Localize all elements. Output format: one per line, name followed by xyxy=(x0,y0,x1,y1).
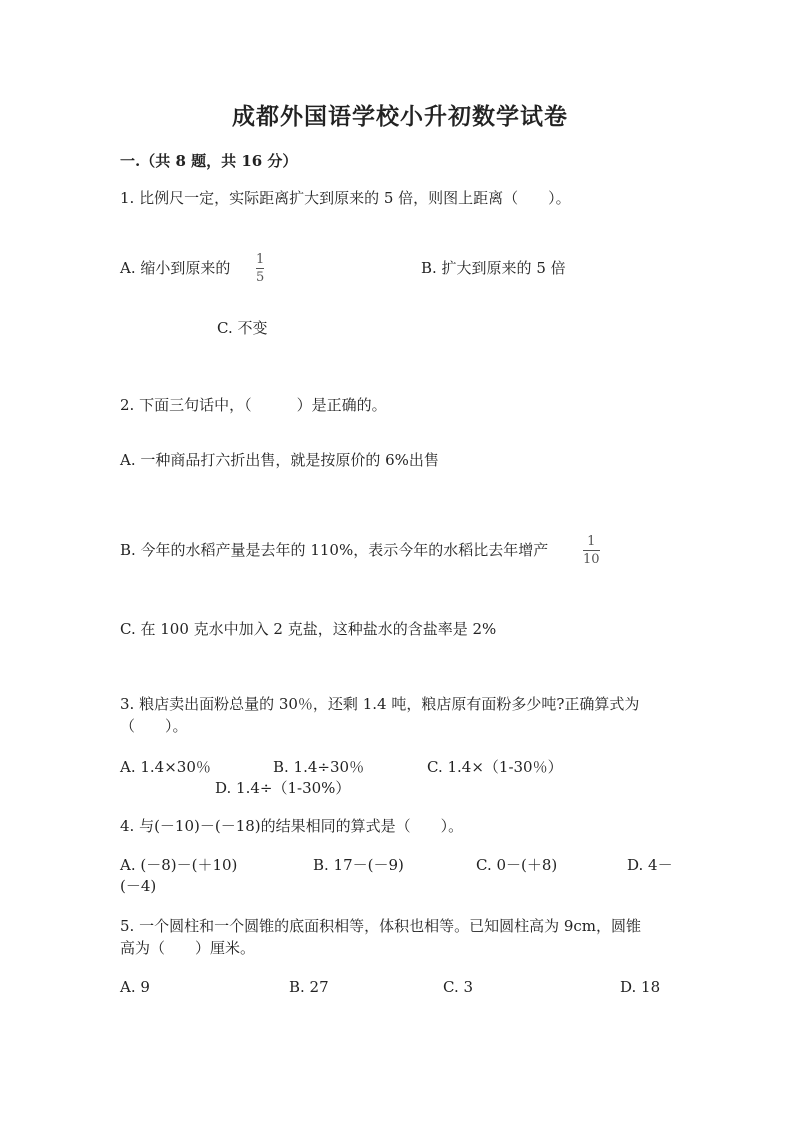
question-1-text: 1. 比例尺一定，实际距离扩大到原来的 5 倍，则图上距离（ ）。 xyxy=(120,189,571,207)
fraction-bar xyxy=(583,550,600,551)
question-4-text: 4. 与(－10)－(－18)的结果相同的算式是（ ）。 xyxy=(120,817,464,835)
question-4-option-d-line-1: D. 4－ xyxy=(627,856,673,874)
section-heading: 一.（共 8 题，共 16 分） xyxy=(120,152,298,170)
question-5-option-b: B. 27 xyxy=(289,978,329,996)
question-1-option-a-fraction xyxy=(256,252,264,285)
question-2-option-c: C. 在 100 克水中加入 2 克盐，这种盐水的含盐率是 2% xyxy=(120,620,497,638)
question-4-option-b: B. 17－(－9) xyxy=(313,856,404,874)
question-5-option-a: A. 9 xyxy=(120,978,150,996)
question-3-text-line-1: 3. 粮店卖出面粉总量的 30％，还剩 1.4 吨，粮店原有面粉多少吨?正确算式为 xyxy=(120,695,640,713)
question-4-option-a: A. (－8)－(＋10) xyxy=(120,856,238,874)
question-2-option-b-fraction xyxy=(583,534,600,567)
fraction-bar xyxy=(256,268,264,269)
fraction-denominator: 5 xyxy=(256,270,265,285)
question-2-option-b: B. 今年的水稻产量是去年的 110%，表示今年的水稻比去年增产 xyxy=(120,541,549,559)
fraction-denominator: 10 xyxy=(583,552,600,567)
question-1-option-a: A. 缩小到原来的 xyxy=(120,259,231,277)
question-3-text-line-2: （ ）。 xyxy=(120,717,188,735)
page-title: 成都外国语学校小升初数学试卷 xyxy=(232,103,568,130)
question-1-option-b: B. 扩大到原来的 5 倍 xyxy=(421,259,566,277)
question-5-option-c: C. 3 xyxy=(443,978,474,996)
question-4-option-d-line-2: (－4) xyxy=(120,877,157,895)
question-2-text: 2. 下面三句话中，（ ）是正确的。 xyxy=(120,396,387,414)
question-2-option-a: A. 一种商品打六折出售，就是按原价的 6%出售 xyxy=(120,451,439,469)
fraction-numerator: 1 xyxy=(587,534,596,549)
question-5-text-line-2: 高为（ ）厘米。 xyxy=(120,939,256,957)
question-3-option-d: D. 1.4÷（1-30%） xyxy=(215,779,351,797)
question-1-option-c: C. 不变 xyxy=(217,319,268,337)
fraction-numerator: 1 xyxy=(256,252,265,267)
question-3-option-b: B. 1.4÷30％ xyxy=(273,758,365,776)
question-4-option-c: C. 0－(＋8) xyxy=(476,856,558,874)
question-5-text-line-1: 5. 一个圆柱和一个圆锥的底面积相等，体积也相等。已知圆柱高为 9cm，圆锥 xyxy=(120,917,642,935)
question-3-option-a: A. 1.4×30％ xyxy=(120,758,211,776)
question-3-option-c: C. 1.4×（1-30％） xyxy=(427,758,563,776)
question-5-option-d: D. 18 xyxy=(620,978,661,996)
